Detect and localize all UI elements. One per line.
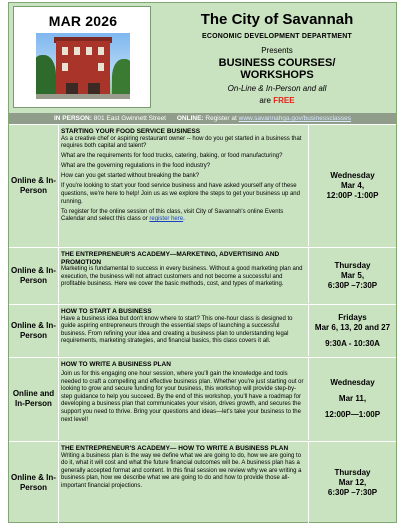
classes-link[interactable]: www.savannahga.gov/businessclasses [238, 115, 351, 122]
main-heading-line2: WORKSHOPS [240, 69, 314, 81]
course-paragraph: Marketing is fundamental to success in every business. Without a good marketing plan and execution, the business will not attract customers and not become a successful and profitable business. Here we cover the basic methods, cost, and types of marketing. [61, 266, 303, 288]
course-description [59, 125, 309, 246]
course-day: Thursday [334, 468, 371, 477]
course-day: Thursday [334, 260, 371, 270]
main-heading-line1: BUSINESS COURSES/ [218, 57, 336, 69]
free-line [159, 96, 395, 105]
course-day: Wednesday [330, 378, 375, 387]
course-day: Fridays [338, 312, 367, 322]
course-paragraph: As a creative chef or aspiring restaurant owner -- how do you get started in a business that requires both capital and talent? [61, 135, 302, 150]
course-title: HOW TO WRITE A BUSINESS PLAN [61, 361, 171, 368]
course-description [59, 442, 309, 524]
building-window [98, 63, 104, 71]
online-text: Register at [203, 115, 239, 122]
course-date: Mar 4, [340, 180, 365, 190]
building-window [74, 47, 80, 55]
course-body [61, 136, 305, 224]
course-row [9, 124, 396, 246]
department-name: ECONOMIC DEVELOPMENT DEPARTMENT [202, 33, 352, 40]
tree-right [112, 59, 130, 99]
course-description [59, 248, 309, 303]
flyer-header [9, 3, 396, 111]
course-date: Mar 5, [340, 270, 365, 280]
course-day: Wednesday [330, 170, 375, 180]
presents-text: Presents [261, 46, 293, 55]
building-window [62, 47, 68, 55]
course-paragraph: Have a business idea but don't know where to start? This one-hour class is designed to guide aspiring entrepreneurs through the essential steps of launching a successful business. From refining your idea and creating a business plan to understanding legal requirements, marketing strategies, and financial basics, this class covers it all. [61, 315, 293, 345]
register-prefix: To register for the online session of this class, visit City of Savannah's online Events Calendar and select this class or [61, 208, 284, 223]
flyer-date: MAR 2026 [48, 13, 118, 29]
register-link[interactable]: register here [149, 216, 184, 223]
course-body [61, 453, 305, 491]
course-row [9, 247, 396, 303]
course-row [9, 357, 396, 440]
course-paragraph: How can you get started without breaking the bank? [61, 173, 200, 180]
course-time: 9:30A - 10:30A [325, 338, 380, 348]
course-schedule [309, 358, 396, 440]
course-format: Online & In-Person [9, 125, 59, 246]
free-prefix: are [259, 96, 274, 105]
course-row [9, 304, 396, 356]
course-paragraph: What are the governing regulations in the food industry? [61, 163, 211, 170]
course-format: Online & In-Person [9, 248, 59, 303]
course-date: Mar 6, 13, 20 and 27 [314, 322, 391, 332]
course-row [9, 441, 396, 524]
course-date: Mar 12, [338, 478, 367, 487]
tree-left [36, 55, 56, 99]
course-format: Online and In-Person [9, 358, 59, 440]
course-time: 6:30P –7:30P [327, 488, 378, 497]
course-paragraph: Writing a business plan is the way we define what we are going to do, how we are going to do it, what it will cost and what the future financial outcomes will be. A business plan has a generally accepted format and content. In this final session we review why we are writing a business plan, how we describe what we are going to do and how to provide those all-important financial projections. [61, 452, 302, 489]
course-body [61, 316, 305, 346]
course-time: 12:00P -1:00P [326, 190, 379, 200]
location-banner [9, 113, 396, 124]
course-schedule [309, 305, 396, 356]
org-title: The City of Savannah [200, 11, 354, 28]
building-window [86, 47, 92, 55]
course-body [61, 266, 305, 289]
course-title: THE ENTREPRENEUR'S ACADEMY—MARKETING, ADVERTISING AND PROMOTION [61, 251, 280, 266]
format-line: On-Line & In-Person and all [227, 84, 327, 93]
course-date: Mar 11, [338, 394, 367, 403]
course-paragraph: What are the requirements for food trucks, catering, baking, or food manufacturing? [61, 153, 283, 160]
course-title: HOW TO START A BUSINESS [61, 308, 152, 315]
course-title: STARTING YOUR FOOD SERVICE BUSINESS [61, 128, 201, 135]
ground [36, 94, 130, 99]
online-label: ONLINE: [176, 115, 204, 122]
in-person-label: IN PERSON: [54, 115, 92, 122]
register-paragraph [61, 209, 305, 224]
date-box [13, 6, 151, 108]
course-time: 6:30P –7:30P [327, 280, 378, 290]
in-person-address: 801 East Gwinnett Street [91, 115, 166, 122]
course-time: 12:00P—1:00P [324, 410, 381, 419]
course-paragraph: If you're looking to start your food service business and have asked yourself any of these questions, we're here to help! Join us as we explore the steps to get your business up and running. [61, 183, 300, 205]
building-window [98, 47, 104, 55]
course-title: THE ENTREPRENEUR'S ACADEMY— HOW TO WRITE A BUSINESS PLAN [61, 445, 289, 452]
course-format: Online & In-Person [9, 305, 59, 356]
building-window [62, 63, 68, 71]
building-photo [36, 33, 130, 99]
course-schedule [309, 248, 396, 303]
course-format: Online & In-Person [9, 442, 59, 524]
flyer [8, 2, 397, 523]
course-schedule [309, 442, 396, 524]
course-body [61, 371, 305, 424]
main-heading [159, 57, 395, 81]
course-schedule [309, 125, 396, 246]
free-word: FREE [273, 96, 295, 105]
course-description [59, 305, 309, 356]
course-paragraph: Join us for this engaging one hour session, where you'll gain the knowledge and tools needed to craft a compelling and effective business plan. Whether you're just starting out or looking to grow and secure funding for your business, this workshop will provide step-by-step guidance to help you succeed. By the end of this workshop, you'll have a roadmap for developing a business plan that communicates your vision, drives growth, and secures the support you need to thrive. Bring your questions and ideas—let's take your business to the next level! [61, 371, 304, 423]
course-description [59, 358, 309, 440]
register-suffix: . [183, 216, 185, 223]
